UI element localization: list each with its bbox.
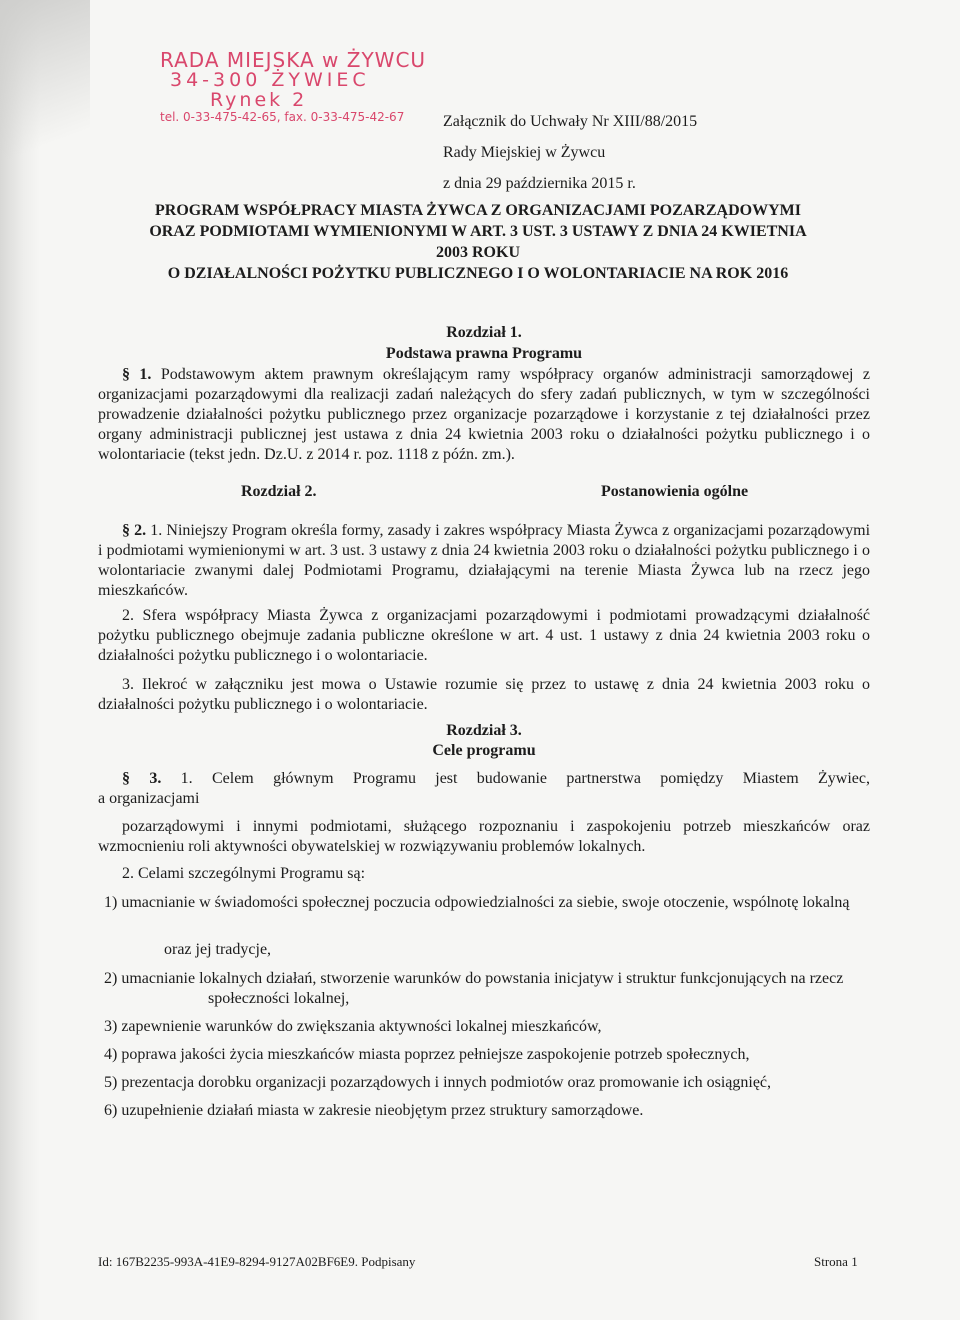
list-item-number: 3) [104,1018,118,1035]
list-item-text: poprawa jakości życia mieszkańców miasta poprzez pełniejsze zaspokojenie potrzeb społecznych, [121,1046,750,1063]
list-item [104,1045,870,1065]
paragraph-2-3: 3. Ilekroć w załączniku jest mowa o Ustawie rozumie się przez to ustawę z dnia 24 kwietnia 2003 roku o działalności pożytku publicznego i o wolontariacie. [98,676,870,713]
list-item [104,969,870,989]
list-item-number: 6) [104,1102,118,1119]
paragraph-3-1-line1 [98,769,870,789]
chapter-2-heading: Rozdział 2. [241,483,317,500]
title-line: PROGRAM WSPÓŁPRACY MIASTA ŻYWCA Z ORGANIZACJAMI POZARZĄDOWYMI [155,202,801,219]
stamp-line: Rynek 2 [210,88,308,111]
header-line: Załącznik do Uchwały Nr XIII/88/2015 [443,113,698,130]
list-item-number: 5) [104,1074,118,1091]
paragraph-text: 1. Celem głównym Programu jest budowanie partnerstwa pomiędzy Miastem Żywiec, [180,770,871,787]
chapter-1-heading: Rozdział 1. [446,324,522,341]
stamp-line: RADA MIEJSKA w ŻYWCU [160,48,427,72]
stamp-line: 34-300 ŻYWIEC [170,69,370,91]
list-item-text: umacnianie w świadomości społecznej poczucia odpowiedzialności za siebie, swoje otoczenie, wspólnotę lokalną [121,894,850,911]
list-item-number: 1) [104,894,118,911]
list-item-continuation: społeczności lokalnej, [208,990,350,1007]
paragraph-3-1-cont: pozarządowymi i innymi podmiotami, służącego rozpoznaniu i zaspokojeniu potrzeb mieszkańców oraz wzmocnieniu roli aktywności obywatelskiej w rozwiązywaniu problemów lokalnych. [98,818,870,855]
list-item-number: 4) [104,1046,118,1063]
list-item-text: zapewnienie warunków do zwiększania aktywności lokalnej mieszkańców, [121,1018,602,1035]
list-item-number: 2) [104,970,118,987]
list-item [104,1073,870,1093]
title-line: ORAZ PODMIOTAMI WYMIENIONYMI W ART. 3 UST. 3 USTAWY Z DNIA 24 KWIETNIA [149,223,807,240]
list-item [104,893,870,913]
paragraph-text: 1. Niniejszy Program określa formy, zasady i zakres współpracy Miasta Żywca z organizacjami pozarządowymi i podmiotami wymienionymi w art. 3 ust. 3 ustawy z dnia 24 kwietnia 2003 roku o działalności pożytku publicznego i o wolontariacie zwanymi dalej Podmiotami Programu, działającymi na terenie Miasta Żywca lub na rzecz jego mieszkańców. [98,522,871,599]
chapter-1-subheading: Podstawa prawna Programu [385,345,583,362]
office-stamp [160,50,426,123]
paragraph-2-1 [98,521,870,601]
section-mark: § 3. [122,770,162,787]
list-item [104,1101,870,1121]
paragraph-text: Podstawowym aktem prawnym określającym ramy współpracy organów administracji samorządowej z organizacjami pozarządowymi dla realizacji zadań należących do sfery zadań publicznych, w tym w szczególności prowadzenie działalności pożytku publicznego przez organizacje pozarządowe i korzystanie z tej działalności przez organy administracji publicznej jest ustawa z dnia 24 kwietnia 2003 roku o działalności pożytku publicznego i o wolontariacie (tekst jedn. Dz.U. z 2014 r. poz. 1118 z późn. zm.). [98,366,871,463]
paragraph-3-2: 2. Celami szczególnymi Programu są: [122,865,366,882]
footer-page-number: Strona 1 [814,1254,858,1269]
paragraph-3-1-line2: a organizacjami [98,790,200,807]
section-mark: § 1. [122,366,152,383]
chapter-3-subheading: Cele programu [432,742,536,759]
footer-document-id: Id: 167B2235-993A-41E9-8294-9127A02BF6E9. Podpisany [98,1254,416,1269]
attachment-header [443,106,697,199]
list-item [104,1017,870,1037]
title-line: O DZIAŁALNOŚCI POŻYTKU PUBLICZNEGO I O WOLONTARIACIE NA ROK 2016 [167,265,789,282]
section-mark: § 2. [122,522,147,539]
chapter-3-heading: Rozdział 3. [446,722,522,739]
paragraph-2-2: 2. Sfera współpracy Miasta Żywca z organizacjami pozarządowymi i podmiotami prowadzącymi działalność pożytku publicznego obejmuje zadania publiczne określone w art. 4 ust. 1 ustawy z dnia 24 kwietnia 2003 roku o działalności pożytku publicznego i o wolontariacie. [98,607,870,664]
title-line: 2003 ROKU [436,244,520,261]
page-corner-shadow [0,0,90,200]
header-line: z dnia 29 października 2015 r. [443,175,636,192]
list-item-text: umacnianie lokalnych działań, stworzenie warunków do powstania inicjatyw i struktur funkcjonujących na rzecz [121,970,844,987]
list-item-text: prezentacja dorobku organizacji pozarządowych i innych podmiotów oraz promowanie ich osiągnięć, [121,1074,772,1091]
header-line: Rady Miejskiej w Żywcu [443,144,606,161]
paragraph-1 [98,365,870,465]
document-title [98,200,858,284]
stamp-line: tel. 0-33-475-42-65, fax. 0-33-475-42-67 [160,109,405,124]
list-item-text: uzupełnienie działań miasta w zakresie nieobjętym przez struktury samorządowe. [121,1102,644,1119]
list-item-continuation: oraz jej tradycje, [164,941,272,958]
chapter-2-subheading: Postanowienia ogólne [601,483,749,500]
